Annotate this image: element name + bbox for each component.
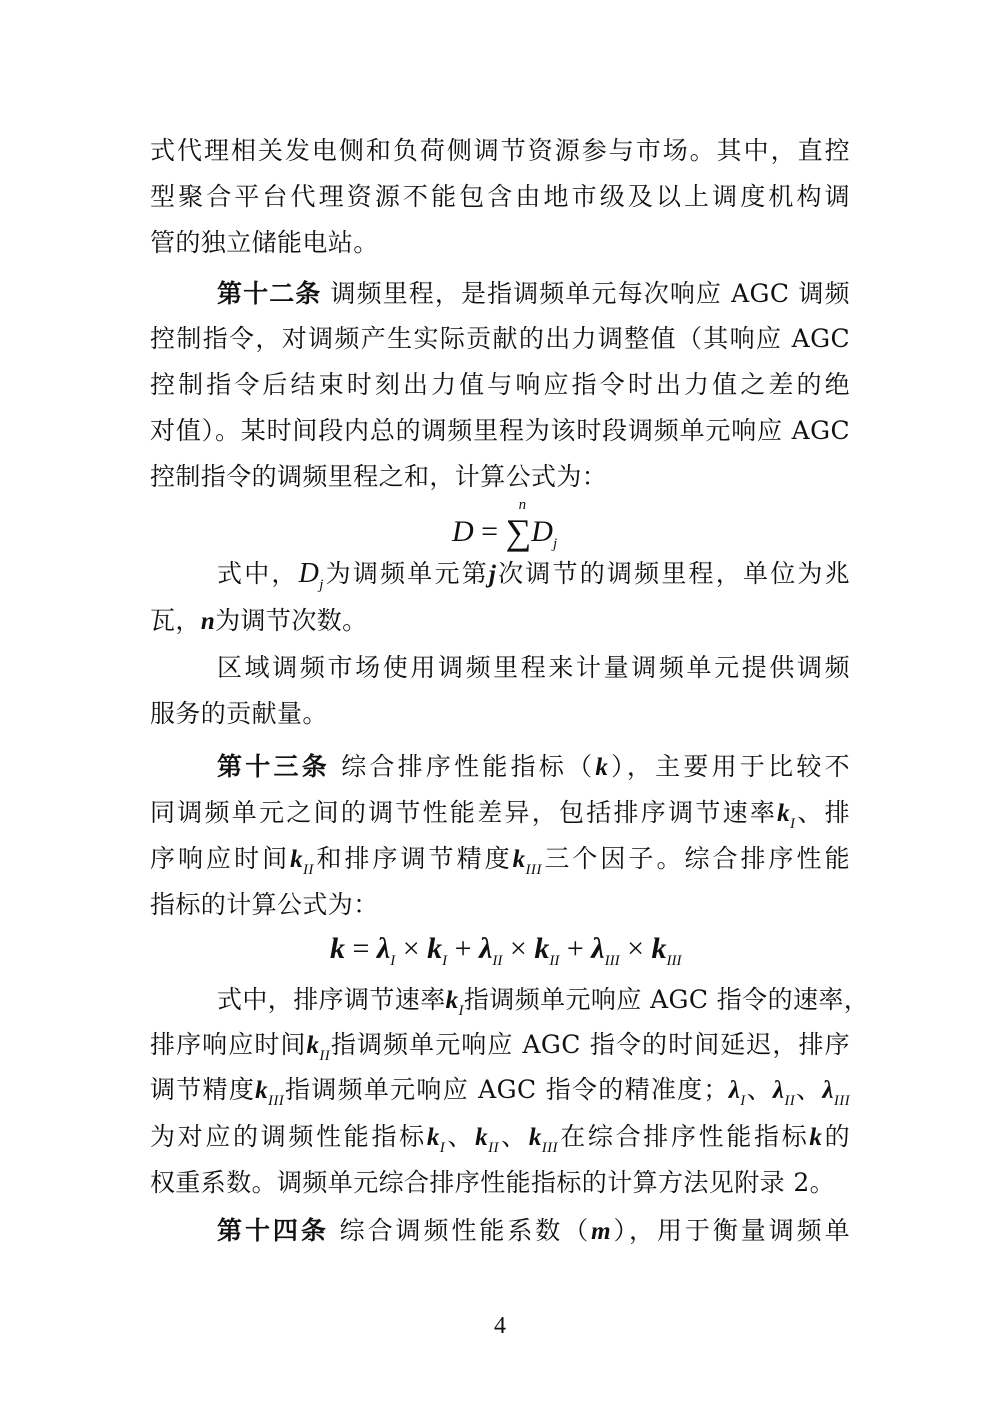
math-subscript: III xyxy=(268,1093,285,1109)
formula-var: k xyxy=(427,932,443,965)
math-var: k xyxy=(445,987,459,1014)
article-13-line xyxy=(217,750,850,785)
formula-subscript: III xyxy=(604,953,620,969)
text-line xyxy=(150,1073,850,1111)
math-subscript: I xyxy=(439,1140,446,1156)
text-span: 、排 xyxy=(795,798,850,827)
formula-var: k xyxy=(534,932,550,965)
text-line: 指标的计算公式为： xyxy=(150,890,379,919)
text-line: 服务的贡献量。 xyxy=(150,699,328,728)
formula-subscript: I xyxy=(390,953,396,969)
text-line: 权重系数。调频单元综合排序性能指标的计算方法见附录 2。 xyxy=(150,1168,836,1197)
text-span: 调节精度 xyxy=(150,1075,256,1104)
text-span: ），用于衡量调频单 xyxy=(611,1216,850,1245)
math-subscript: III xyxy=(541,1140,558,1156)
text-span: 调频里程，是指调频单元每次响应 AGC 调频 xyxy=(330,279,850,308)
text-span: 式中， xyxy=(217,559,299,588)
sum-upper-limit: n xyxy=(518,497,527,513)
text-span: 指调频单元响应 AGC 指令的速率， xyxy=(463,985,870,1014)
text-line xyxy=(150,604,850,639)
text-span: 式中，排序调节速率 xyxy=(217,985,446,1014)
article-13-heading: 第十三条 xyxy=(217,752,330,781)
text-span: 、 xyxy=(745,1075,773,1104)
text-span: 综合排序性能指标（ xyxy=(341,752,596,781)
text-span: 同调频单元之间的调节性能差异，包括排序调节速率 xyxy=(150,798,778,827)
text-span: 、 xyxy=(795,1075,823,1104)
text-line: 控制指令，对调频产生实际贡献的出力调整值（其响应 AGC xyxy=(150,324,850,353)
math-var: k xyxy=(809,1124,823,1151)
text-span: 的 xyxy=(822,1122,850,1151)
formula-subscript: I xyxy=(442,953,448,969)
text-line: 对值）。某时间段内总的调频里程为该时段调频单元响应 AGC xyxy=(150,416,850,445)
math-subscript: I xyxy=(458,1003,464,1019)
math-subscript: I xyxy=(790,816,796,832)
formula-var: D xyxy=(452,515,474,548)
text-span: 次调节的调频里程，单位为兆 xyxy=(496,559,851,588)
math-subscript: III xyxy=(525,862,542,878)
formula-op: × xyxy=(509,932,527,965)
article-12-heading: 第十二条 xyxy=(217,279,322,308)
text-line: 控制指令的调频里程之和，计算公式为： xyxy=(150,462,608,491)
math-subscript: I xyxy=(740,1093,746,1109)
formula-eq: = xyxy=(481,515,499,548)
math-subscript: j xyxy=(319,577,324,593)
text-line xyxy=(150,1028,850,1066)
formula-subscript: j xyxy=(552,536,558,552)
math-var: D xyxy=(298,558,320,589)
text-span: 序响应时间 xyxy=(150,844,291,873)
math-var: k xyxy=(777,800,791,827)
math-subscript: II xyxy=(784,1093,796,1109)
formula-var: λ xyxy=(376,932,391,965)
formula-subscript: III xyxy=(666,953,682,969)
article-12-line xyxy=(217,277,850,311)
text-span: 和排序调节精度 xyxy=(313,844,513,873)
text-line xyxy=(150,1120,850,1158)
sum-glyph: ∑ xyxy=(505,512,532,552)
formula-op: + xyxy=(454,932,472,965)
formula-var: k xyxy=(330,932,345,965)
math-subscript: II xyxy=(303,862,314,878)
text-line: 管的独立储能电站。 xyxy=(150,228,379,257)
page-number: 4 xyxy=(494,1313,506,1339)
text-span: 综合调频性能系数（ xyxy=(339,1216,592,1245)
text-span: 、 xyxy=(445,1122,476,1151)
text-span: 指调频单元响应 AGC 指令的精准度； xyxy=(284,1075,729,1104)
math-var: λ xyxy=(728,1077,741,1104)
math-var: k xyxy=(512,846,526,873)
formula-var: D xyxy=(531,515,553,548)
article-14-heading: 第十四条 xyxy=(217,1216,329,1245)
math-var: n xyxy=(200,608,216,635)
text-line: 区域调频市场使用调频里程来计量调频单元提供调频 xyxy=(217,653,850,682)
sum-symbol xyxy=(505,497,532,553)
math-subscript: II xyxy=(319,1048,331,1064)
formula-var: λ xyxy=(591,932,605,965)
formula-var: k xyxy=(651,932,667,965)
text-span: 为调节次数。 xyxy=(215,606,368,635)
math-var: λ xyxy=(772,1077,785,1104)
text-span: 指调频单元响应 AGC 指令的时间延迟，排序 xyxy=(330,1030,850,1059)
formula-mileage xyxy=(452,497,558,552)
text-line xyxy=(150,796,850,834)
math-subscript: II xyxy=(488,1140,499,1156)
math-var: k xyxy=(255,1077,268,1104)
math-var: k xyxy=(306,1032,320,1059)
formula-op: × xyxy=(402,932,420,965)
math-subscript: III xyxy=(833,1093,850,1109)
formula-op: × xyxy=(627,932,645,965)
math-var: m xyxy=(591,1218,612,1245)
math-var: k xyxy=(595,754,609,781)
text-span: 在综合排序性能指标 xyxy=(557,1122,810,1151)
text-line: 型聚合平台代理资源不能包含由地市级及以上调度机构调 xyxy=(150,182,850,211)
formula-subscript: II xyxy=(549,953,560,969)
text-line xyxy=(217,983,870,1021)
text-span: 三个因子。综合排序性能 xyxy=(541,844,850,873)
math-var: k xyxy=(290,846,304,873)
text-span: 为调频单元第 xyxy=(323,559,489,588)
text-span: 为对应的调频性能指标 xyxy=(150,1122,427,1151)
formula-subscript: II xyxy=(492,953,503,969)
text-span: 瓦， xyxy=(150,606,201,635)
text-line: 控制指令后结束时刻出力值与响应指令时出力值之差的绝 xyxy=(150,370,850,399)
math-var: k xyxy=(426,1124,440,1151)
math-var: k xyxy=(475,1124,489,1151)
formula-var: λ xyxy=(479,932,493,965)
formula-eq: = xyxy=(352,932,370,965)
article-14-line xyxy=(217,1214,850,1249)
text-line xyxy=(150,842,850,880)
formula-ranking-index xyxy=(330,932,682,969)
text-span: 排序响应时间 xyxy=(150,1030,307,1059)
text-line: 式代理相关发电侧和负荷侧调节资源参与市场。其中，直控 xyxy=(150,136,850,165)
math-var: k xyxy=(528,1124,542,1151)
text-span: 、 xyxy=(498,1122,529,1151)
math-var: λ xyxy=(822,1077,834,1104)
math-var: j xyxy=(488,561,497,588)
text-span: ），主要用于比较不 xyxy=(608,752,850,781)
text-line xyxy=(217,557,850,595)
formula-op: + xyxy=(566,932,584,965)
